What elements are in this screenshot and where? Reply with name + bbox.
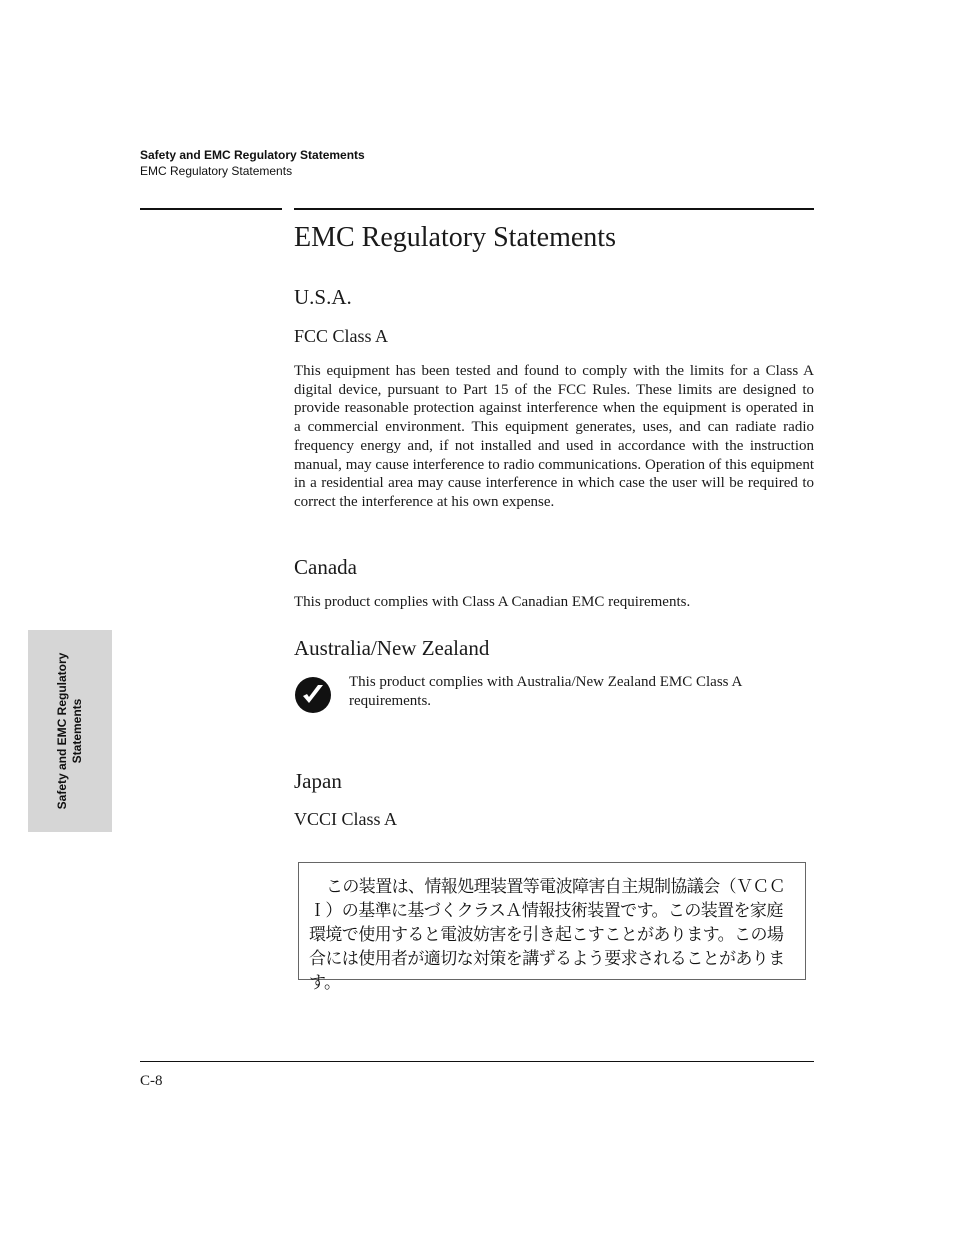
side-tab-line-1: Safety and EMC Regulatory <box>55 652 69 810</box>
fcc-statement: This equipment has been tested and found to comply with the limits for a Class A digital device, pursuant to Part 15 of the FCC Rules. These limits are designed to provide reasonable protection against interference when the equipment is operated in a commercial environment. This equipment generates, uses, and can radiate radio frequency energy and, if not installed and used in accordance with the instruction manual, may cause interference to radio communications. Operation of this equipment in a residential area may cause interference in which case the user will be required to correct the interference at his own expense. <box>294 363 814 510</box>
c-tick-mark-icon <box>294 676 332 714</box>
page-title: EMC Regulatory Statements <box>294 222 616 253</box>
side-chapter-tab <box>28 630 112 832</box>
japan-heading: Japan <box>294 769 342 793</box>
running-header-section: Safety and EMC Regulatory Statements <box>140 148 365 162</box>
vcci-notice-text: この装置は、情報処理装置等電波障害自主規制協議会（ＶＣＣＩ）の基準に基づくクラスＡ情報技術装置です。この装置を家庭環境で使用すると電波妨害を引き起こすことがあります。この場合には使用者が適切な対策を講ずるよう要求されることがあります。 <box>309 877 786 993</box>
running-header-subsection: EMC Regulatory Statements <box>140 164 293 178</box>
anz-heading: Australia/New Zealand <box>294 636 490 660</box>
vcci-class-a-heading: VCCI Class A <box>294 809 398 829</box>
header-rule-left <box>140 208 282 210</box>
page-number: C-8 <box>140 1073 163 1089</box>
canada-heading: Canada <box>294 555 357 579</box>
fcc-class-a-heading: FCC Class A <box>294 326 389 346</box>
side-chapter-tab-label <box>55 631 85 831</box>
side-tab-line-2: Statements <box>70 698 84 764</box>
anz-statement: This product complies with Australia/New Zealand EMC Class A requirements. <box>349 674 742 709</box>
footer-rule <box>140 1061 814 1062</box>
usa-heading: U.S.A. <box>294 285 352 309</box>
canada-statement: This product complies with Class A Canadian EMC requirements. <box>294 594 691 610</box>
header-rule-main <box>294 208 814 210</box>
vcci-notice-box <box>298 862 806 993</box>
